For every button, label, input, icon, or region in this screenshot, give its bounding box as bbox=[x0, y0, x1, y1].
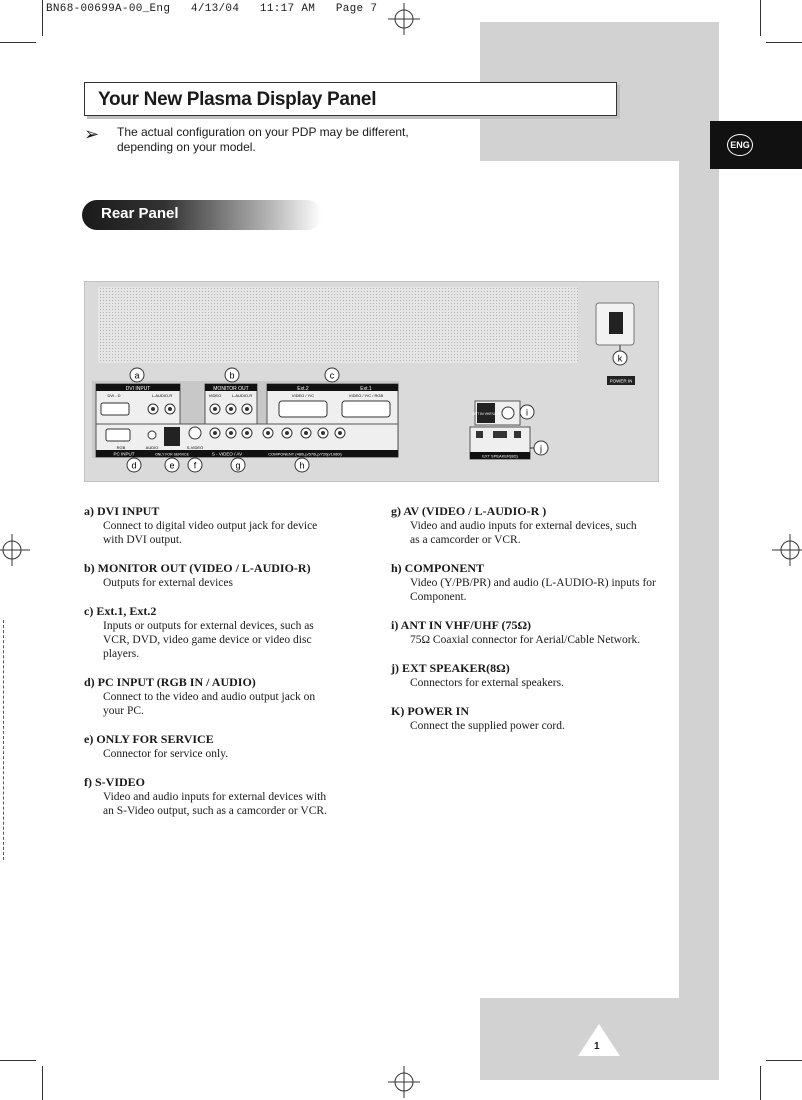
service-port bbox=[164, 427, 180, 446]
callout-g-label: g bbox=[235, 460, 241, 471]
description-column-right bbox=[391, 504, 681, 747]
note-arrow-icon: ➢ bbox=[84, 124, 100, 144]
note-line: depending on your model. bbox=[117, 140, 256, 154]
print-header: BN68-00699A-00_Eng 4/13/04 11:17 AM Page 7 bbox=[46, 3, 378, 15]
fold-line bbox=[3, 620, 4, 860]
note-line: The actual configuration on your PDP may be different, bbox=[117, 125, 409, 139]
section-title: Rear Panel bbox=[101, 205, 179, 222]
page-number: 1 bbox=[594, 1041, 600, 1052]
audio-label: L-AUDIO-R bbox=[231, 393, 253, 398]
callout-d-label: d bbox=[131, 460, 137, 471]
desc-body: Video and audio inputs for external devices, such bbox=[410, 520, 637, 532]
ext2-sub-label: VIDEO / Y/C bbox=[291, 393, 315, 398]
s-video-label: S-VIDEO bbox=[186, 445, 204, 450]
desc-body: VCR, DVD, video game device or video disc bbox=[103, 634, 312, 646]
registration-mark-icon bbox=[0, 534, 30, 566]
ext-speaker-label: EXT SPEAKER(8Ω) bbox=[482, 453, 518, 459]
desc-heading: e) ONLY FOR SERVICE bbox=[84, 732, 214, 746]
desc-body: with DVI output. bbox=[103, 534, 182, 546]
desc-body: Component. bbox=[410, 591, 467, 603]
desc-item bbox=[391, 661, 681, 690]
scart-ext1 bbox=[342, 401, 390, 417]
desc-item bbox=[84, 732, 374, 761]
registration-mark-icon bbox=[388, 1066, 420, 1098]
crop-mark bbox=[766, 42, 802, 43]
desc-item bbox=[84, 504, 374, 547]
vent-grille bbox=[98, 287, 578, 363]
decorative-band bbox=[679, 22, 719, 1080]
language-tab bbox=[710, 121, 802, 169]
desc-body: Connector for service only. bbox=[103, 748, 229, 760]
scart-ext2 bbox=[279, 401, 327, 417]
desc-item bbox=[391, 561, 681, 604]
callout-a-label: a bbox=[134, 370, 140, 381]
callout-k-label: k bbox=[617, 353, 623, 364]
desc-heading: b) MONITOR OUT (VIDEO / L-AUDIO-R) bbox=[84, 561, 311, 575]
desc-body: Connect to the video and audio output jack on bbox=[103, 691, 316, 703]
pc-input-label: PC INPUT bbox=[113, 451, 135, 457]
desc-heading: h) COMPONENT bbox=[391, 561, 484, 575]
note-text bbox=[117, 125, 417, 155]
desc-body: Connectors for external speakers. bbox=[410, 677, 564, 689]
s-video-av-label: S - VIDEO / AV bbox=[211, 451, 243, 457]
dvi-port bbox=[101, 403, 129, 415]
page-title: Your New Plasma Display Panel bbox=[98, 89, 377, 110]
desc-body: Outputs for external devices bbox=[103, 577, 233, 589]
crop-mark bbox=[42, 0, 43, 36]
monitor-out-label: MONITOR OUT bbox=[213, 386, 249, 392]
audio-label: AUDIO bbox=[145, 445, 159, 450]
crop-mark bbox=[760, 0, 761, 36]
desc-heading: d) PC INPUT (RGB IN / AUDIO) bbox=[84, 675, 256, 689]
description-column-left bbox=[84, 504, 374, 832]
desc-body: Video (Y/PB/PR) and audio (L-AUDIO-R) inputs for bbox=[410, 577, 656, 589]
desc-item bbox=[84, 775, 374, 818]
desc-item bbox=[84, 604, 374, 661]
ext1-sub-label: VIDEO / Y/C / RGB bbox=[348, 393, 384, 398]
rear-panel-diagram bbox=[84, 281, 659, 482]
desc-body: as a camcorder or VCR. bbox=[410, 534, 521, 546]
rgb-label: RGB bbox=[116, 445, 126, 450]
dvi-d-label: DVI - D bbox=[107, 393, 121, 398]
power-in-label: POWER IN bbox=[609, 378, 633, 384]
desc-body: Connect to digital video output jack for device bbox=[103, 520, 318, 532]
callout-b-label: b bbox=[229, 370, 235, 381]
callout-i-label: i bbox=[526, 407, 528, 418]
antenna-port bbox=[502, 407, 514, 419]
page-number-triangle bbox=[576, 1022, 622, 1058]
registration-mark-icon bbox=[388, 3, 420, 35]
ant-in-label: ANT IN VHF/UHF bbox=[472, 412, 500, 416]
desc-body: an S-Video output, such as a camcorder or VCR. bbox=[103, 805, 327, 817]
desc-heading: g) AV (VIDEO / L-AUDIO-R ) bbox=[391, 504, 547, 518]
registration-mark-icon bbox=[772, 534, 802, 566]
s-video-port bbox=[189, 427, 201, 439]
desc-body: players. bbox=[103, 648, 140, 660]
desc-body: Connect the supplied power cord. bbox=[410, 720, 565, 732]
desc-item bbox=[391, 504, 681, 547]
only-service-label: ONLY FOR SERVICE bbox=[155, 452, 189, 457]
desc-heading: a) DVI INPUT bbox=[84, 504, 160, 518]
rgb-port bbox=[106, 429, 130, 441]
audio-label: L-AUDIO-R bbox=[151, 393, 173, 398]
video-label: VIDEO bbox=[208, 393, 222, 398]
desc-body: Video and audio inputs for external devices with bbox=[103, 791, 327, 803]
dvi-input-label: DVI INPUT bbox=[125, 386, 151, 392]
desc-heading: j) EXT SPEAKER(8Ω) bbox=[391, 661, 510, 675]
desc-body: Inputs or outputs for external devices, such as bbox=[103, 620, 314, 632]
desc-item bbox=[391, 704, 681, 733]
language-badge: ENG bbox=[727, 134, 753, 156]
desc-heading: K) POWER IN bbox=[391, 704, 469, 718]
desc-heading: i) ANT IN VHF/UHF (75Ω) bbox=[391, 618, 532, 632]
component-label: COMPONENT (480i,p/576i,p/720p/1080i) bbox=[268, 451, 342, 457]
desc-heading: f) S-VIDEO bbox=[84, 775, 146, 789]
ext2-label: Ext.2 bbox=[297, 386, 309, 392]
callout-c-label: c bbox=[329, 370, 335, 381]
callout-f-label: f bbox=[193, 460, 197, 471]
power-socket-icon bbox=[609, 312, 623, 334]
crop-mark bbox=[0, 42, 36, 43]
desc-heading: c) Ext.1, Ext.2 bbox=[84, 604, 157, 618]
ext1-label: Ext.1 bbox=[360, 386, 372, 392]
desc-item bbox=[84, 675, 374, 718]
crop-mark bbox=[42, 1066, 43, 1100]
crop-mark bbox=[766, 1060, 802, 1061]
desc-item bbox=[84, 561, 374, 590]
crop-mark bbox=[760, 1066, 761, 1100]
desc-item bbox=[391, 618, 681, 647]
callout-j-label: j bbox=[540, 443, 542, 454]
desc-body: 75Ω Coaxial connector for Aerial/Cable Network. bbox=[410, 634, 641, 646]
desc-body: your PC. bbox=[103, 705, 144, 717]
callout-e-label: e bbox=[169, 460, 175, 471]
crop-mark bbox=[0, 1060, 36, 1061]
callout-h-label: h bbox=[299, 460, 305, 471]
